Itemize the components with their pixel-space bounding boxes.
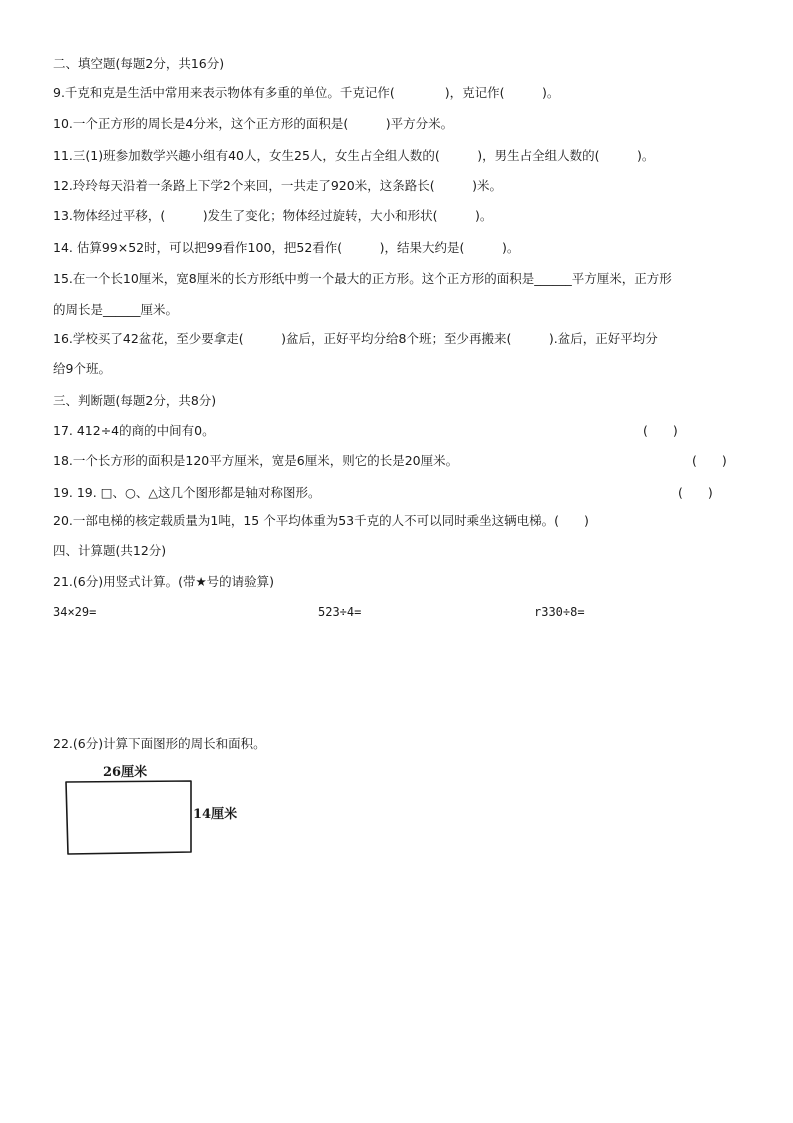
- question-16-line-1: 16.学校买了42盆花，至少要拿走( )盆后，正好平均分给8个班；至少再搬来( ).盆后，正好平均分: [53, 331, 658, 346]
- answer-paren-17: ( ): [643, 423, 678, 438]
- calc-item-2: 523÷4=: [318, 605, 362, 619]
- rectangle-width-label: 14厘米: [193, 807, 238, 822]
- question-22-title: 22.(6分)计算下面图形的周长和面积。: [53, 736, 266, 751]
- section-heading-judge: 三、判断题(每题2分，共8分): [53, 393, 217, 408]
- rectangle-outline: [66, 781, 191, 854]
- section-heading-fill-blank: 二、填空题(每题2分，共16分): [53, 56, 225, 71]
- answer-paren-19: ( ): [678, 485, 713, 500]
- rectangle-length-label: 26厘米: [103, 765, 148, 780]
- question-15-line-1: 15.在一个长10厘米，宽8厘米的长方形纸中剪一个最大的正方形。这个正方形的面积是______平方厘米，正方形: [53, 271, 672, 286]
- question-20: 20.一部电梯的核定载质量为1吨，15 个平均体重为53千克的人不可以同时乘坐这辆电梯。( ): [53, 513, 589, 528]
- question-17: 17. 412÷4的商的中间有0。: [53, 423, 215, 438]
- rectangle-figure: [60, 775, 200, 860]
- section-heading-compute: 四、计算题(共12分): [53, 543, 167, 558]
- question-10: 10.一个正方形的周长是4分米，这个正方形的面积是( )平方分米。: [53, 116, 454, 131]
- calc-item-1: 34×29=: [53, 605, 97, 619]
- question-18: 18.一个长方形的面积是120平方厘米，宽是6厘米，则它的长是20厘米。: [53, 453, 459, 468]
- question-11: 11.三(1)班参加数学兴趣小组有40人，女生25人，女生占全组人数的( )，男生占全组人数的( )。: [53, 148, 655, 163]
- question-13: 13.物体经过平移，( )发生了变化；物体经过旋转，大小和形状( )。: [53, 208, 493, 223]
- question-16-line-2: 给9个班。: [53, 361, 111, 376]
- question-15-line-2: 的周长是______厘米。: [53, 302, 179, 317]
- question-21-title: 21.(6分)用竖式计算。(带★号的请验算): [53, 574, 275, 589]
- question-19: 19. 19. □、○、△这几个图形都是轴对称图形。: [53, 485, 321, 500]
- question-9: 9.千克和克是生活中常用来表示物体有多重的单位。千克记作( )，克记作( )。: [53, 85, 560, 100]
- calc-item-3: r330÷8=: [534, 605, 585, 619]
- answer-paren-18: ( ): [692, 453, 727, 468]
- question-14: 14. 估算99×52时，可以把99看作100，把52看作( )，结果大约是( )。: [53, 240, 520, 255]
- question-12: 12.玲玲每天沿着一条路上下学2个来回，一共走了920米，这条路长( )米。: [53, 178, 502, 193]
